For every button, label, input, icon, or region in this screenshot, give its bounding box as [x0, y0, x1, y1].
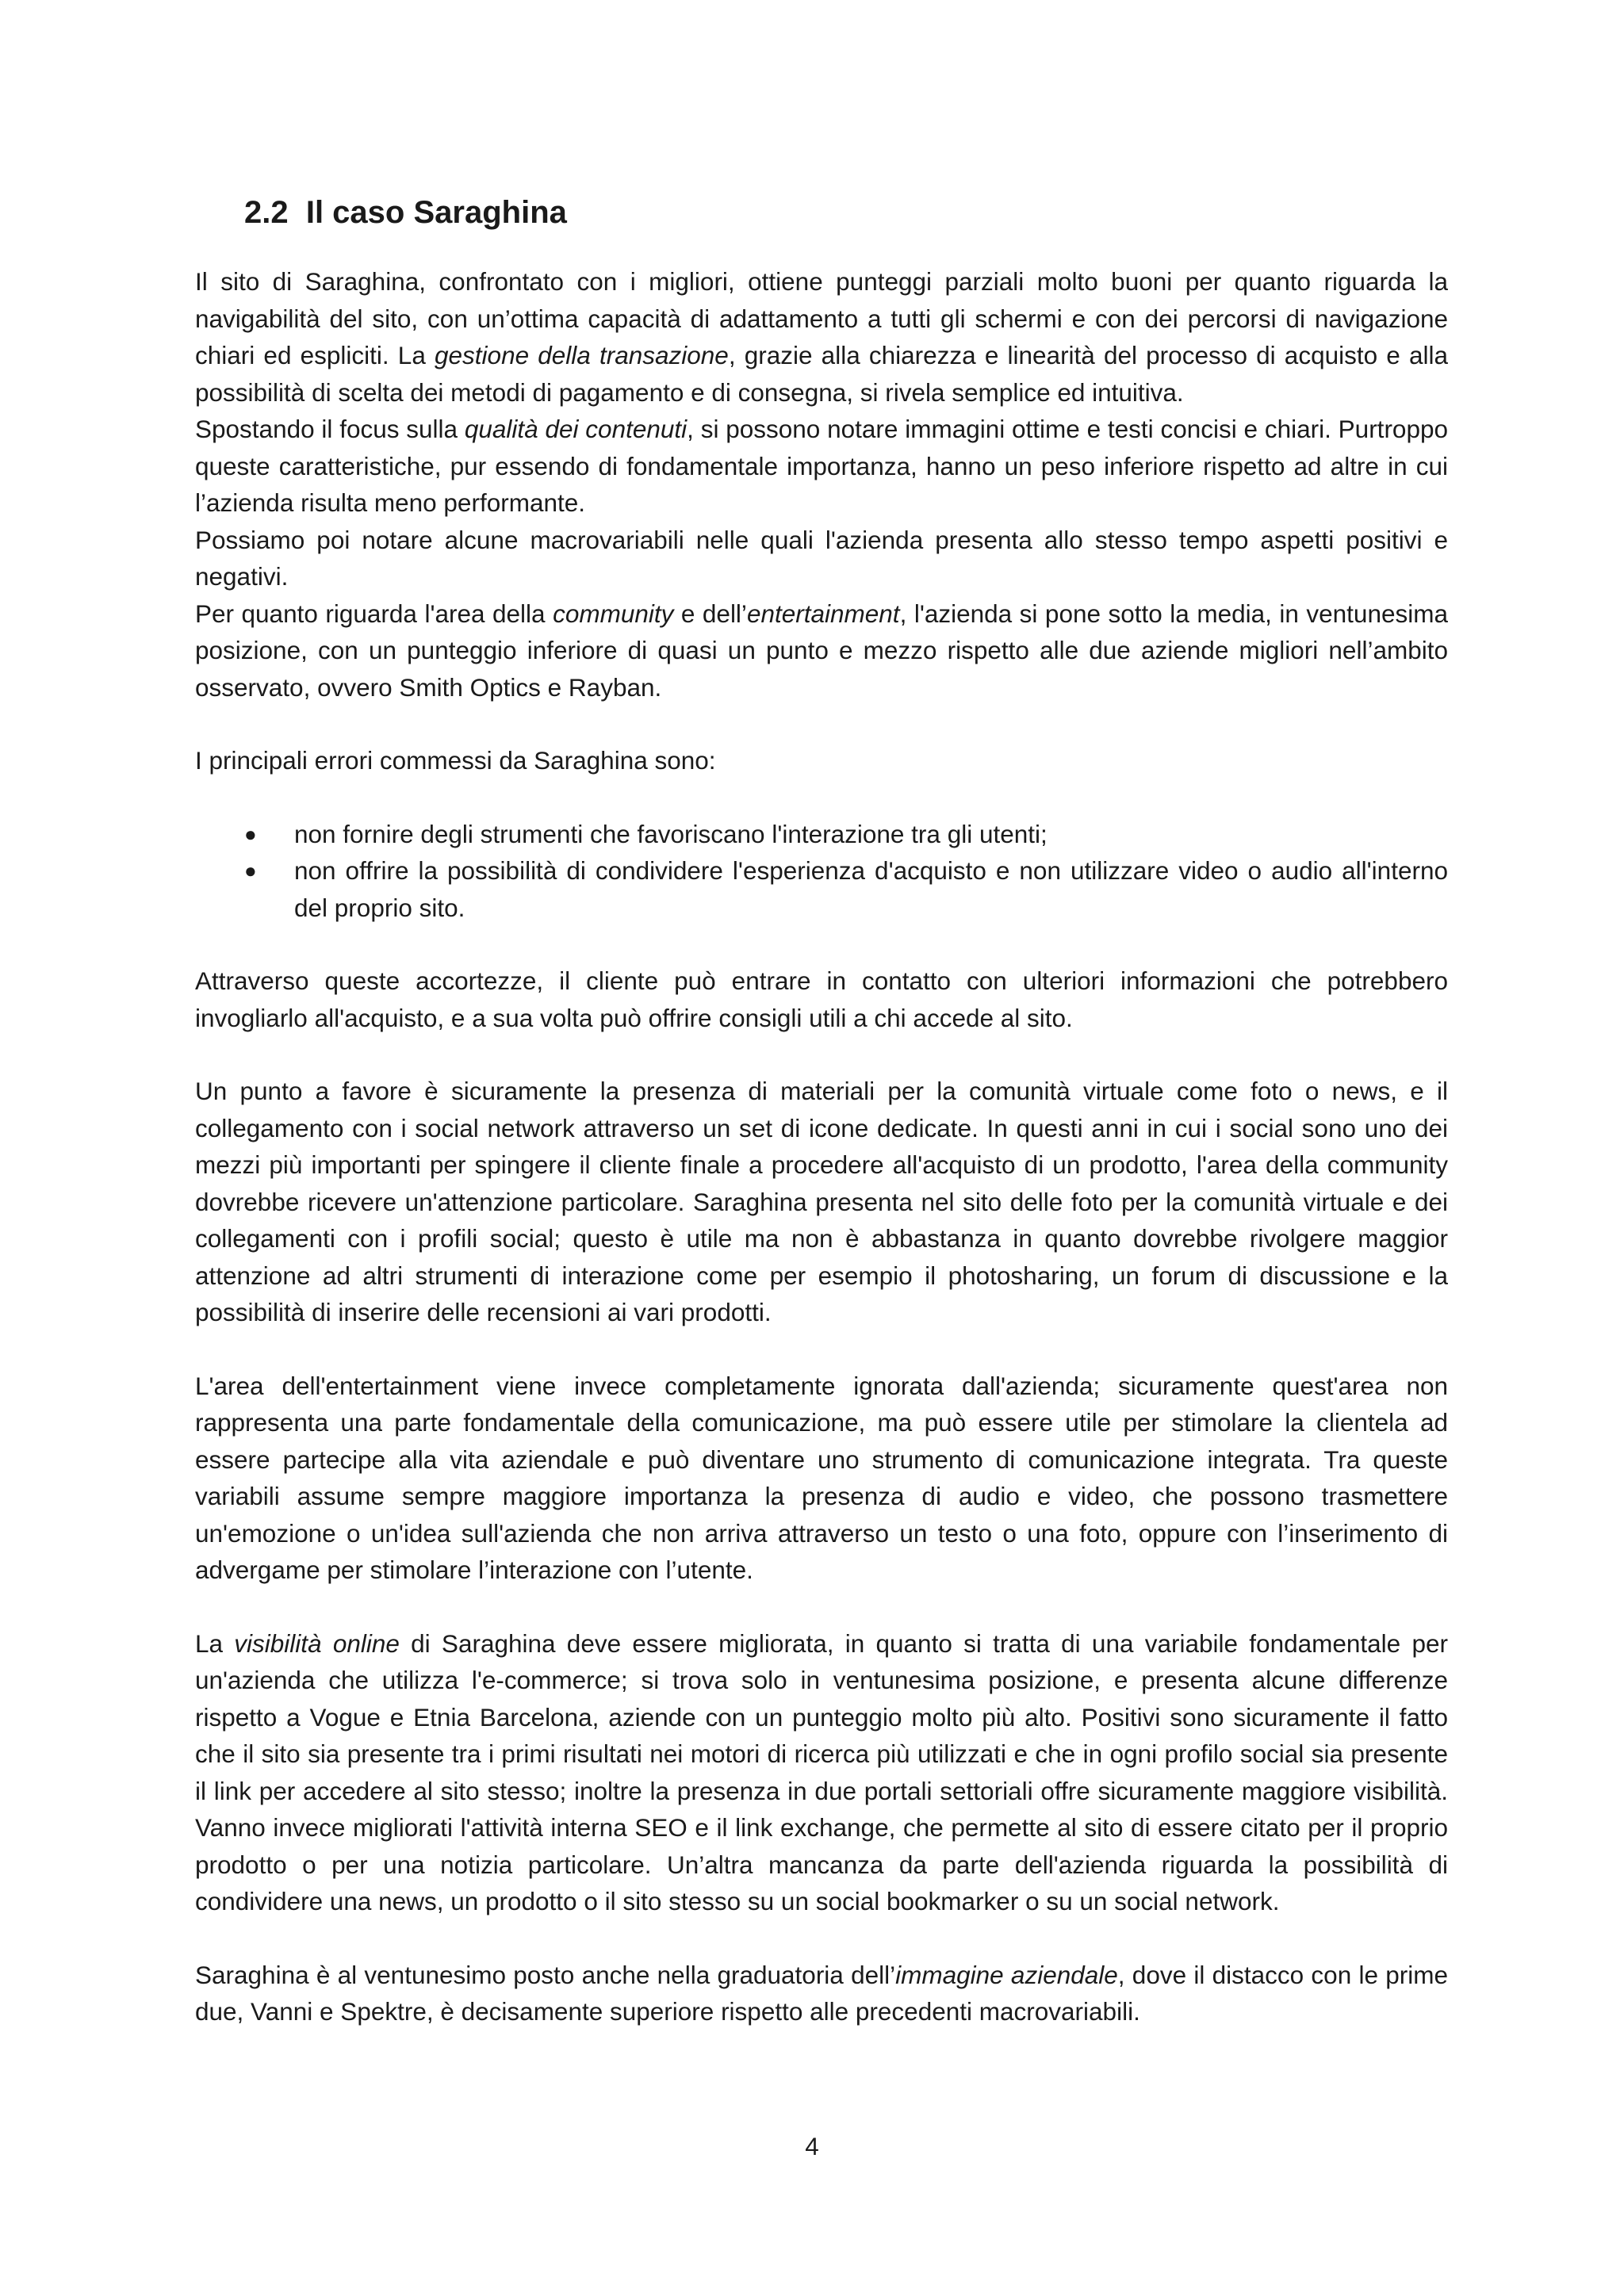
- text-run: , si possono notare immagini ottime e testi concisi e chiari. Purtroppo queste caratteristiche, pur essendo di fondamentale importanza, hanno un peso inferiore rispetto ad altre in cui l’azienda risulta meno performante.: [195, 415, 1449, 517]
- text-run: Saraghina è al ventunesimo posto anche nella graduatoria dell’: [195, 1960, 896, 1989]
- italic-term: immagine aziendale: [895, 1960, 1118, 1989]
- text-run: Spostando il focus sulla: [195, 415, 465, 443]
- text-run: Per quanto riguarda l'area della: [195, 599, 553, 628]
- italic-term: gestione della transazione: [435, 341, 729, 369]
- italic-term: visibilità online: [234, 1628, 400, 1658]
- paragraph-navigability: [195, 263, 1448, 411]
- text-run: , grazie alla chiarezza e linearità del processo di acquisto e alla possibilità di scelta dei metodi di pagamento e di consegna, si rivela semplice ed intuitiva.: [195, 341, 1448, 407]
- text-run: , dove il distacco con le prime due, Vanni e Spektre, è decisamente superiore rispetto alle precedenti macrovariabili.: [195, 1960, 1449, 2026]
- italic-term: entertainment: [746, 599, 900, 628]
- paragraph-content-quality: [195, 411, 1448, 522]
- paragraph-community: [195, 595, 1448, 706]
- section-title: Il caso Saraghina: [305, 195, 567, 230]
- page-content: [195, 190, 1448, 2030]
- paragraph-macrovariables: Possiamo poi notare alcune macrovariabili nelle quali l'azienda presenta allo stesso tempo aspetti positivi e negativi.: [195, 525, 1448, 591]
- text-run: , l'azienda si pone sotto la media, in ventunesima posizione, con un punteggio inferiore di quasi un punto e mezzo rispetto alle due aziende migliori nell’ambito osservato, ovvero Smith Optics e Rayban.: [195, 599, 1448, 702]
- page-number: 4: [805, 2132, 819, 2160]
- text-run: e dell’: [673, 599, 747, 628]
- paragraph-online-visibility: [195, 1625, 1448, 1920]
- bullet-icon: ●: [244, 821, 257, 846]
- bullet-icon: ●: [244, 859, 257, 882]
- text-run: La: [195, 1628, 235, 1658]
- paragraph-errors-intro: I principali errori commessi da Saraghina sono:: [195, 746, 716, 775]
- text-run: Il sito di Saraghina, confrontato con i migliori, ottiene punteggi parziali molto buoni per quanto riguarda la navigabilità del sito, con un’ottima capacità di adattamento a tutti gli schermi e con dei percorsi di navigazione chiari ed espliciti. La: [195, 267, 1448, 369]
- errors-list: [195, 816, 1448, 927]
- list-item: [195, 816, 1448, 853]
- italic-term: qualità dei contenuti: [464, 415, 688, 443]
- italic-term: community: [553, 599, 674, 628]
- section-heading: [244, 190, 1448, 235]
- list-item: [195, 852, 1448, 926]
- list-item-text: non offrire la possibilità di condividere l'esperienza d'acquisto e non utilizzare video o audio all'interno del proprio sito.: [294, 856, 1448, 922]
- text-run: di Saraghina deve essere migliorata, in quanto si tratta di una variabile fondamentale per un'azienda che utilizza l'e-commerce; si trova solo in ventunesima posizione, e presenta alcune differenze rispetto a Vogue e Etnia Barcelona, aziende con un punteggio molto più alto. Positivi sono sicuramente il fatto che il sito sia presente tra i primi risultati nei motori di ricerca più utilizzati e che in ogni profilo social sia presente il link per accedere al sito stesso; inoltre la presenza in due portali settoriali offre sicuramente maggiore visibilità. Vanno invece migliorati l'attività interna SEO e il link exchange, che permette al sito di essere citato per il proprio prodotto o per una notizia particolare. Un’altra mancanza da parte dell'azienda riguarda la possibilità di condividere una news, un prodotto o il sito stesso su un social bookmarker o su un social network.: [195, 1628, 1448, 1915]
- paragraph-community-materials: Un punto a favore è sicuramente la presenza di materiali per la comunità virtuale come foto o news, e il collegamento con i social network attraverso un set di icone dedicate. In questi anni in cui i social sono uno dei mezzi più importanti per spingere il cliente finale a procedere all'acquisto di un prodotto, l'area della community dovrebbe ricevere un'attenzione particolare. Saraghina presenta nel sito delle foto per la comunità virtuale e dei collegamenti con i profili social; questo è utile ma non è abbastanza in quanto dovrebbe rivolgere maggior attenzione ad altri strumenti di interazione come per esempio il photosharing, un forum di discussione e la possibilità di inserire delle recensioni ai vari prodotti.: [195, 1077, 1448, 1326]
- section-number: 2.2: [244, 195, 289, 230]
- list-item-text: non fornire degli strumenti che favoriscano l'interazione tra gli utenti;: [294, 819, 1048, 848]
- paragraph-precautions: Attraverso queste accortezze, il cliente può entrare in contatto con ulteriori informazioni che potrebbero invogliarlo all'acquisto, e a sua volta può offrire consigli utili a chi accede al sito.: [195, 966, 1448, 1032]
- paragraph-corporate-image: [195, 1957, 1448, 2030]
- paragraph-entertainment: L'area dell'entertainment viene invece completamente ignorata dall'azienda; sicuramente quest'area non rappresenta una parte fondamentale della comunicazione, ma può essere utile per stimolare la clientela ad essere partecipe alla vita aziendale e può diventare uno strumento di comunicazione integrata. Tra queste variabili assume sempre maggiore importanza la presenza di audio e video, che possono trasmettere un'emozione o un'idea sull'azienda che non arriva attraverso un testo o una foto, oppure con l’inserimento di advergame per stimolare l’interazione con l’utente.: [195, 1371, 1448, 1584]
